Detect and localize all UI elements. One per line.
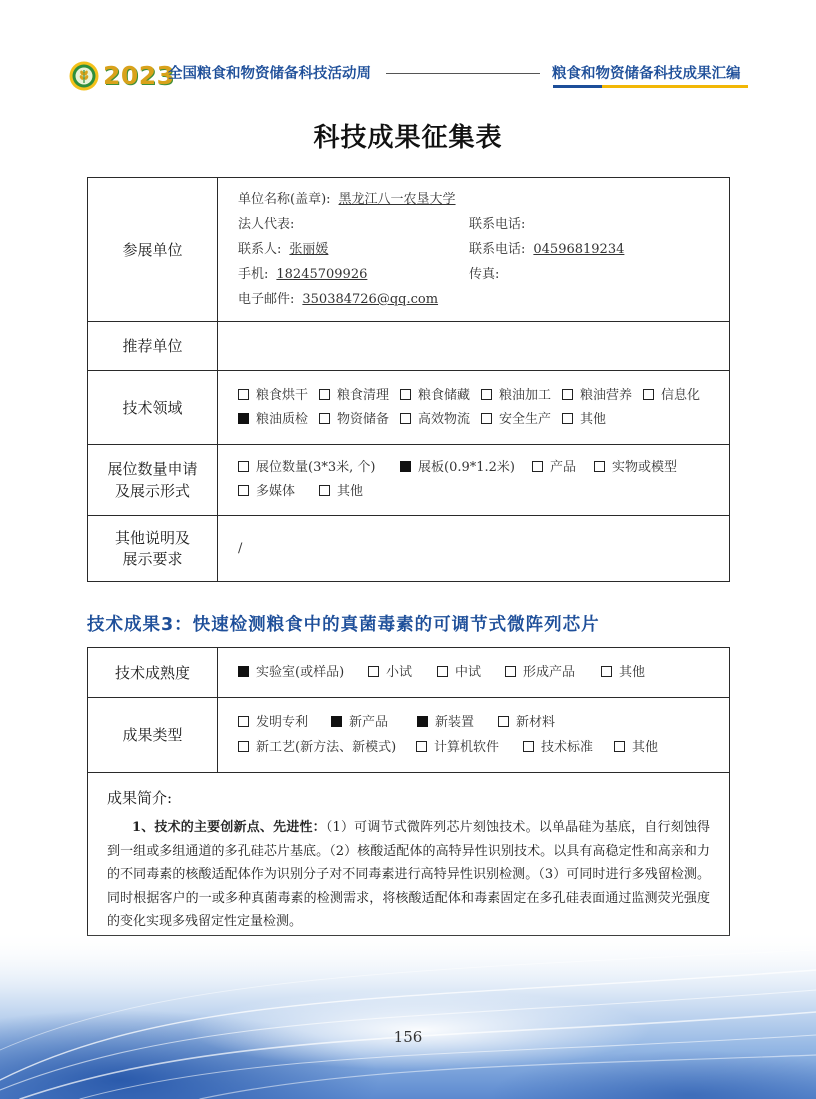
empty-box-icon bbox=[238, 716, 249, 727]
achievement-type-row bbox=[88, 698, 730, 773]
checkbox-option bbox=[437, 661, 505, 685]
empty-box-icon bbox=[505, 666, 516, 677]
checkbox-option bbox=[614, 735, 658, 760]
checkbox-option bbox=[601, 661, 645, 685]
empty-box-icon bbox=[562, 389, 573, 400]
header-divider-line bbox=[386, 73, 540, 74]
option-label: 新装置 bbox=[435, 715, 475, 730]
checkbox-option bbox=[562, 384, 643, 408]
unit-name-label: 单位名称(盖章): bbox=[238, 192, 331, 207]
option-label: 粮食储藏 bbox=[418, 387, 471, 403]
checkbox-option bbox=[532, 456, 594, 480]
empty-box-icon bbox=[238, 389, 249, 400]
checkbox-option bbox=[331, 710, 417, 735]
unit-name-value: 黑龙江八一农垦大学 bbox=[338, 192, 456, 207]
contact-phone-value: 04596819234 bbox=[533, 242, 625, 257]
header-underline-blue bbox=[553, 85, 602, 88]
mobile-value: 18245709926 bbox=[276, 267, 368, 282]
empty-box-icon bbox=[319, 389, 330, 400]
option-label: 其他 bbox=[632, 740, 659, 755]
achievement-type-options bbox=[218, 698, 730, 773]
header-year: 2023 bbox=[103, 61, 175, 90]
page-number: 156 bbox=[393, 1028, 423, 1046]
checkbox-option bbox=[238, 710, 331, 735]
empty-box-icon bbox=[614, 741, 625, 752]
checkbox-option bbox=[319, 408, 400, 432]
option-label: 其他 bbox=[580, 411, 607, 427]
option-label: 其他 bbox=[337, 484, 364, 499]
checkbox-option bbox=[319, 384, 400, 408]
summary-label: 成果简介: bbox=[107, 789, 173, 808]
empty-box-icon bbox=[601, 666, 612, 677]
option-label: 其他 bbox=[619, 664, 646, 680]
header-underline-gold bbox=[602, 85, 748, 88]
achievement-type-label: 成果类型 bbox=[88, 698, 218, 773]
booth-label-line1: 展位数量申请 bbox=[107, 460, 198, 478]
mobile-label: 手机: bbox=[238, 267, 269, 282]
mobile-line bbox=[238, 262, 469, 287]
phone-label: 联系电话: bbox=[469, 217, 526, 232]
empty-box-icon bbox=[437, 666, 448, 677]
empty-box-icon bbox=[238, 485, 249, 496]
other-notes-cell bbox=[218, 516, 730, 582]
footer-wave-decoration bbox=[0, 930, 816, 1099]
legal-rep-label: 法人代表: bbox=[238, 217, 295, 232]
option-label: 多媒体 bbox=[256, 484, 296, 499]
tech-field-label: 技术领域 bbox=[88, 371, 218, 445]
empty-box-icon bbox=[400, 413, 411, 424]
fax-label: 传真: bbox=[469, 267, 500, 282]
booth-label-line2: 及展示形式 bbox=[114, 482, 190, 500]
maturity-row bbox=[88, 648, 730, 698]
legal-rep-line bbox=[238, 212, 469, 237]
option-label: 新工艺(新方法、新模式) bbox=[256, 740, 397, 755]
checkbox-option bbox=[594, 456, 677, 480]
booth-label bbox=[88, 445, 218, 516]
checkbox-option bbox=[238, 456, 400, 480]
email-value: 350384726@qq.com bbox=[302, 292, 439, 307]
option-row bbox=[238, 480, 729, 504]
checkbox-option bbox=[505, 661, 601, 685]
summary-lead: 1、技术的主要创新点、先进性： bbox=[132, 820, 326, 836]
exhibitor-row bbox=[88, 178, 730, 322]
option-label: 信息化 bbox=[661, 387, 701, 403]
other-notes-label bbox=[88, 516, 218, 582]
page-title: 科技成果征集表 bbox=[313, 123, 503, 153]
empty-box-icon bbox=[523, 741, 534, 752]
option-label: 粮油营养 bbox=[580, 387, 633, 403]
checkbox-option bbox=[417, 710, 498, 735]
booth-row bbox=[88, 445, 730, 516]
checkbox-option bbox=[400, 384, 481, 408]
email-line bbox=[238, 287, 729, 312]
checkbox-option bbox=[400, 408, 481, 432]
option-label: 产品 bbox=[550, 460, 577, 475]
checked-box-icon bbox=[400, 461, 411, 472]
other-notes-label-line1: 其他说明及 bbox=[114, 528, 190, 547]
contact-value: 张丽媛 bbox=[289, 242, 329, 257]
option-label: 粮油加工 bbox=[499, 387, 552, 403]
option-label: 小试 bbox=[386, 664, 413, 680]
empty-box-icon bbox=[481, 389, 492, 400]
checked-box-icon bbox=[417, 716, 428, 727]
email-label: 电子邮件: bbox=[238, 292, 295, 307]
option-label: 安全生产 bbox=[499, 411, 552, 427]
option-label: 新材料 bbox=[516, 715, 556, 730]
other-notes-label-line2: 展示要求 bbox=[122, 549, 183, 568]
other-notes-row bbox=[88, 516, 730, 582]
option-label: 技术标准 bbox=[541, 740, 594, 755]
exhibitor-label: 参展单位 bbox=[88, 178, 218, 322]
empty-box-icon bbox=[238, 741, 249, 752]
checkbox-option bbox=[481, 384, 562, 408]
option-label: 粮食烘干 bbox=[256, 387, 309, 403]
unit-name-line bbox=[238, 187, 729, 212]
header-publication-name: 粮食和物资储备科技成果汇编 bbox=[552, 66, 741, 82]
empty-box-icon bbox=[416, 741, 427, 752]
booth-options bbox=[218, 445, 730, 516]
option-label: 高效物流 bbox=[418, 411, 471, 427]
checkbox-option bbox=[238, 735, 416, 760]
empty-box-icon bbox=[498, 716, 509, 727]
contact-line bbox=[238, 237, 469, 262]
fax-line bbox=[469, 262, 729, 287]
checkbox-option bbox=[238, 661, 368, 685]
checkbox-option bbox=[368, 661, 437, 685]
option-label: 计算机软件 bbox=[434, 740, 500, 755]
phone-line bbox=[469, 212, 729, 237]
tech-field-options bbox=[218, 371, 730, 445]
checkbox-option bbox=[643, 384, 700, 408]
contact-phone-label: 联系电话: bbox=[469, 242, 526, 257]
logo-emblem-icon bbox=[69, 61, 99, 91]
section-heading: 技术成果3：快速检测粮食中的真菌毒素的可调节式微阵列芯片 bbox=[87, 615, 600, 635]
option-row bbox=[238, 661, 729, 685]
empty-box-icon bbox=[562, 413, 573, 424]
empty-box-icon bbox=[594, 461, 605, 472]
checkbox-option bbox=[238, 480, 319, 504]
option-label: 展位数量(3*3米, 个) bbox=[256, 460, 376, 475]
option-row bbox=[238, 384, 729, 408]
option-label: 物资储备 bbox=[337, 411, 390, 427]
checked-box-icon bbox=[331, 716, 342, 727]
exhibitor-details bbox=[218, 178, 730, 322]
empty-box-icon bbox=[319, 413, 330, 424]
option-label: 新产品 bbox=[349, 715, 389, 730]
option-row bbox=[238, 408, 729, 432]
checkbox-option bbox=[562, 408, 606, 432]
checkbox-option bbox=[416, 735, 523, 760]
checkbox-option bbox=[523, 735, 614, 760]
maturity-options bbox=[218, 648, 730, 698]
empty-box-icon bbox=[400, 389, 411, 400]
option-label: 粮油质检 bbox=[256, 411, 309, 427]
exhibitor-form-table bbox=[87, 177, 730, 582]
option-label: 实验室(或样品) bbox=[256, 664, 345, 680]
recommender-value bbox=[218, 322, 730, 371]
option-label: 发明专利 bbox=[256, 715, 309, 730]
empty-box-icon bbox=[368, 666, 379, 677]
empty-box-icon bbox=[532, 461, 543, 472]
recommender-row bbox=[88, 322, 730, 371]
checked-box-icon bbox=[238, 666, 249, 677]
option-row bbox=[238, 456, 729, 480]
checkbox-option bbox=[498, 710, 555, 735]
checkbox-option bbox=[400, 456, 532, 480]
contact-label: 联系人: bbox=[238, 242, 282, 257]
contact-phone-line bbox=[469, 237, 729, 262]
option-label: 实物或模型 bbox=[612, 460, 678, 475]
achievement-form-table bbox=[87, 647, 730, 936]
option-label: 展板(0.9*1.2米) bbox=[418, 460, 515, 475]
maturity-label: 技术成熟度 bbox=[88, 648, 218, 698]
summary-cell bbox=[88, 773, 730, 936]
empty-box-icon bbox=[238, 461, 249, 472]
option-label: 粮食清理 bbox=[337, 387, 390, 403]
option-label: 中试 bbox=[455, 664, 482, 680]
checkbox-option bbox=[238, 384, 319, 408]
summary-body: （1）可调节式微阵列芯片刻蚀技术。以单晶硅为基底，自行刻蚀得到一组或多组通道的多孔硅芯片基底。（2）核酸适配体的高特异性识别技术。以具有高稳定性和高亲和力的不同毒素的核酸适配体作为识别分子对不同毒素进行高特异性识别检测。（3）可同时进行多残留检测。同时根据客户的一或多种真菌毒素的检测需求，将核酸适配体和毒素固定在多孔硅表面通过监测荧光强度的变化实现多残留定性定量检测。 bbox=[107, 820, 711, 930]
summary-row bbox=[88, 773, 730, 936]
other-notes-value: / bbox=[238, 541, 243, 556]
checkbox-option bbox=[238, 408, 319, 432]
option-row bbox=[238, 735, 729, 760]
empty-box-icon bbox=[643, 389, 654, 400]
checkbox-option bbox=[481, 408, 562, 432]
option-row bbox=[238, 710, 729, 735]
empty-box-icon bbox=[481, 413, 492, 424]
checkbox-option bbox=[319, 480, 363, 504]
empty-box-icon bbox=[319, 485, 330, 496]
header-event-name: 全国粮食和物资储备科技活动周 bbox=[168, 66, 371, 82]
recommender-label: 推荐单位 bbox=[88, 322, 218, 371]
option-label: 形成产品 bbox=[523, 664, 576, 680]
tech-field-row bbox=[88, 371, 730, 445]
checked-box-icon bbox=[238, 413, 249, 424]
summary-paragraph bbox=[107, 816, 710, 934]
